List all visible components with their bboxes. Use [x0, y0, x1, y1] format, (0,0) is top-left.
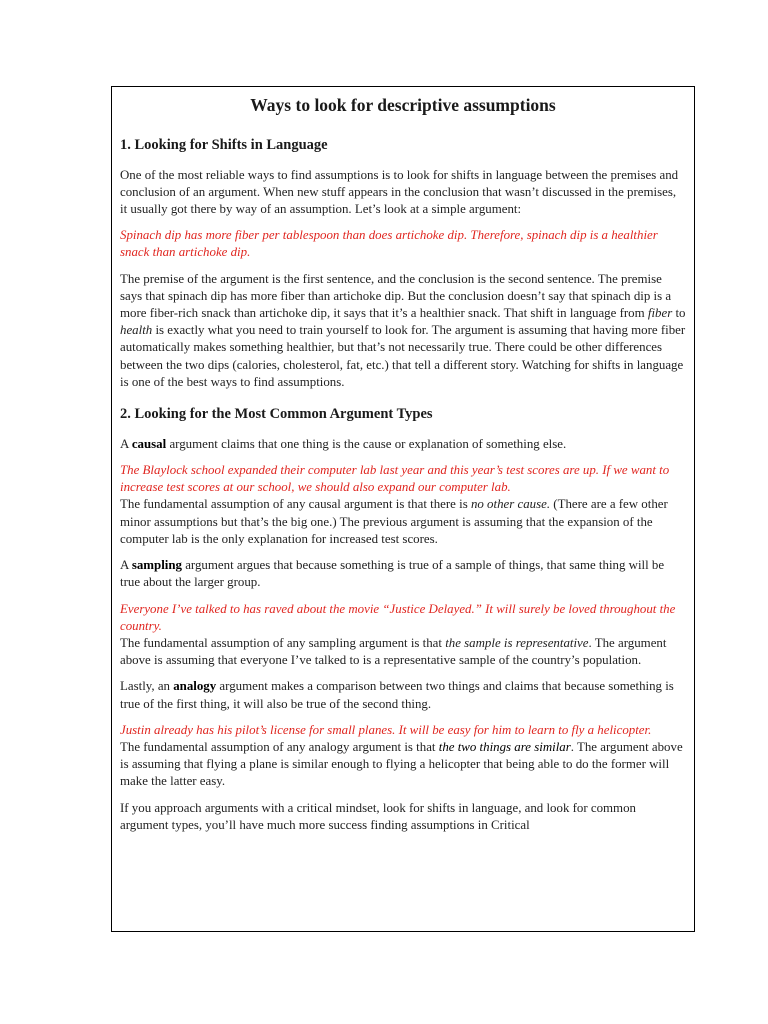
sampling-assumption-text-a: The fundamental assumption of any sampling argument is that	[120, 635, 446, 650]
analogy-term: analogy	[173, 679, 217, 694]
section-1-explanation	[120, 271, 686, 391]
sampling-assumption	[120, 635, 686, 669]
causal-lead: A	[120, 436, 132, 451]
sampling-term: sampling	[131, 558, 182, 573]
analogy-assumption-text-b: . The argument above is assuming that flying a plane is similar enough to flying a helicopter that being able to do the former will make the latter easy.	[120, 739, 683, 789]
explanation-text-c: is exactly what you need to train yourself to look for. The argument is assuming that having more fiber automatically makes something healthier, but that’s not necessarily true. There could be other differences between the two dips (calories, cholesterol, fat, etc.) that tell a different story. Watching for shifts in language is one of the best ways to find assumptions.	[120, 323, 686, 389]
section-1-intro: One of the most reliable ways to find assumptions is to look for shifts in language between the premises and conclusion of an argument. When new stuff appears in the conclusion that wasn’t discussed in the premises, it usually got there by way of an assumption. Let’s look at a simple argument:	[120, 167, 679, 216]
causal-definition	[120, 436, 686, 453]
document-page	[111, 86, 695, 932]
causal-assumption	[120, 496, 686, 548]
section-1-heading: 1. Looking for Shifts in Language	[120, 136, 328, 153]
document-content	[112, 87, 694, 834]
causal-rest: argument claims that one thing is the cause or explanation of something else.	[166, 436, 567, 451]
analogy-lead: Lastly, an	[120, 679, 174, 694]
section-2-heading: 2. Looking for the Most Common Argument Types	[120, 406, 433, 423]
sampling-example: Everyone I’ve talked to has raved about the movie “Justice Delayed.” It will surely be loved throughout the country.	[120, 601, 676, 633]
explanation-text-b: to	[672, 306, 686, 321]
analogy-assumption	[120, 739, 686, 791]
sampling-assumption-text-b: . The argument above is assuming that everyone I’ve talked to is a representative sample of the country’s population.	[120, 635, 667, 668]
analogy-definition	[120, 678, 686, 712]
sampling-definition	[120, 557, 686, 591]
sampling-assumption-emphasis: the sample is representative	[445, 635, 589, 650]
causal-term: causal	[131, 436, 167, 451]
causal-assumption-text-b: (There are a few other minor assumptions but that’s the big one.) The previous argument is assuming that the expansion of the computer lab is the only explanation for increased test scores.	[120, 497, 668, 546]
analogy-example: Justin already has his pilot’s license for small planes. It will be easy for him to learn to fly a helicopter.	[120, 722, 652, 737]
document-title: Ways to look for descriptive assumptions	[250, 95, 556, 115]
analogy-rest: argument makes a comparison between two things and claims that because something is true of the first thing, it will also be true of the second thing.	[120, 679, 674, 711]
causal-example: The Blaylock school expanded their computer lab last year and this year’s test scores are up. If we want to increase test scores at our school, we should also expand our computer lab.	[120, 463, 670, 495]
sampling-rest: argument argues that because something is true of a sample of things, that same thing will be true about the larger group.	[120, 558, 665, 590]
sampling-lead: A	[120, 558, 132, 573]
causal-assumption-emphasis: no other cause.	[470, 497, 551, 512]
causal-assumption-text-a: The fundamental assumption of any causal argument is that there is	[120, 497, 471, 512]
analogy-assumption-emphasis: the two things are similar	[438, 739, 571, 754]
explanation-emphasis-health: health	[120, 323, 153, 338]
explanation-text-a: The premise of the argument is the first sentence, and the conclusion is the second sentence. The premise says that spinach dip has more fiber than artichoke dip. But the conclusion doesn’t say that spinach dip is a more fiber-rich snack than artichoke dip, it says that it’s a healthier snack. That shift in language from	[120, 271, 672, 321]
analogy-assumption-text-a: The fundamental assumption of any analogy argument is that	[120, 739, 439, 754]
explanation-emphasis-fiber: fiber	[647, 306, 673, 321]
closing-paragraph: If you approach arguments with a critical mindset, look for shifts in language, and look for common argument types, you’ll have much more success finding assumptions in Critical	[120, 800, 636, 832]
section-1-example: Spinach dip has more fiber per tablespoon than does artichoke dip. Therefore, spinach dip is a healthier snack than artichoke dip.	[120, 228, 658, 260]
